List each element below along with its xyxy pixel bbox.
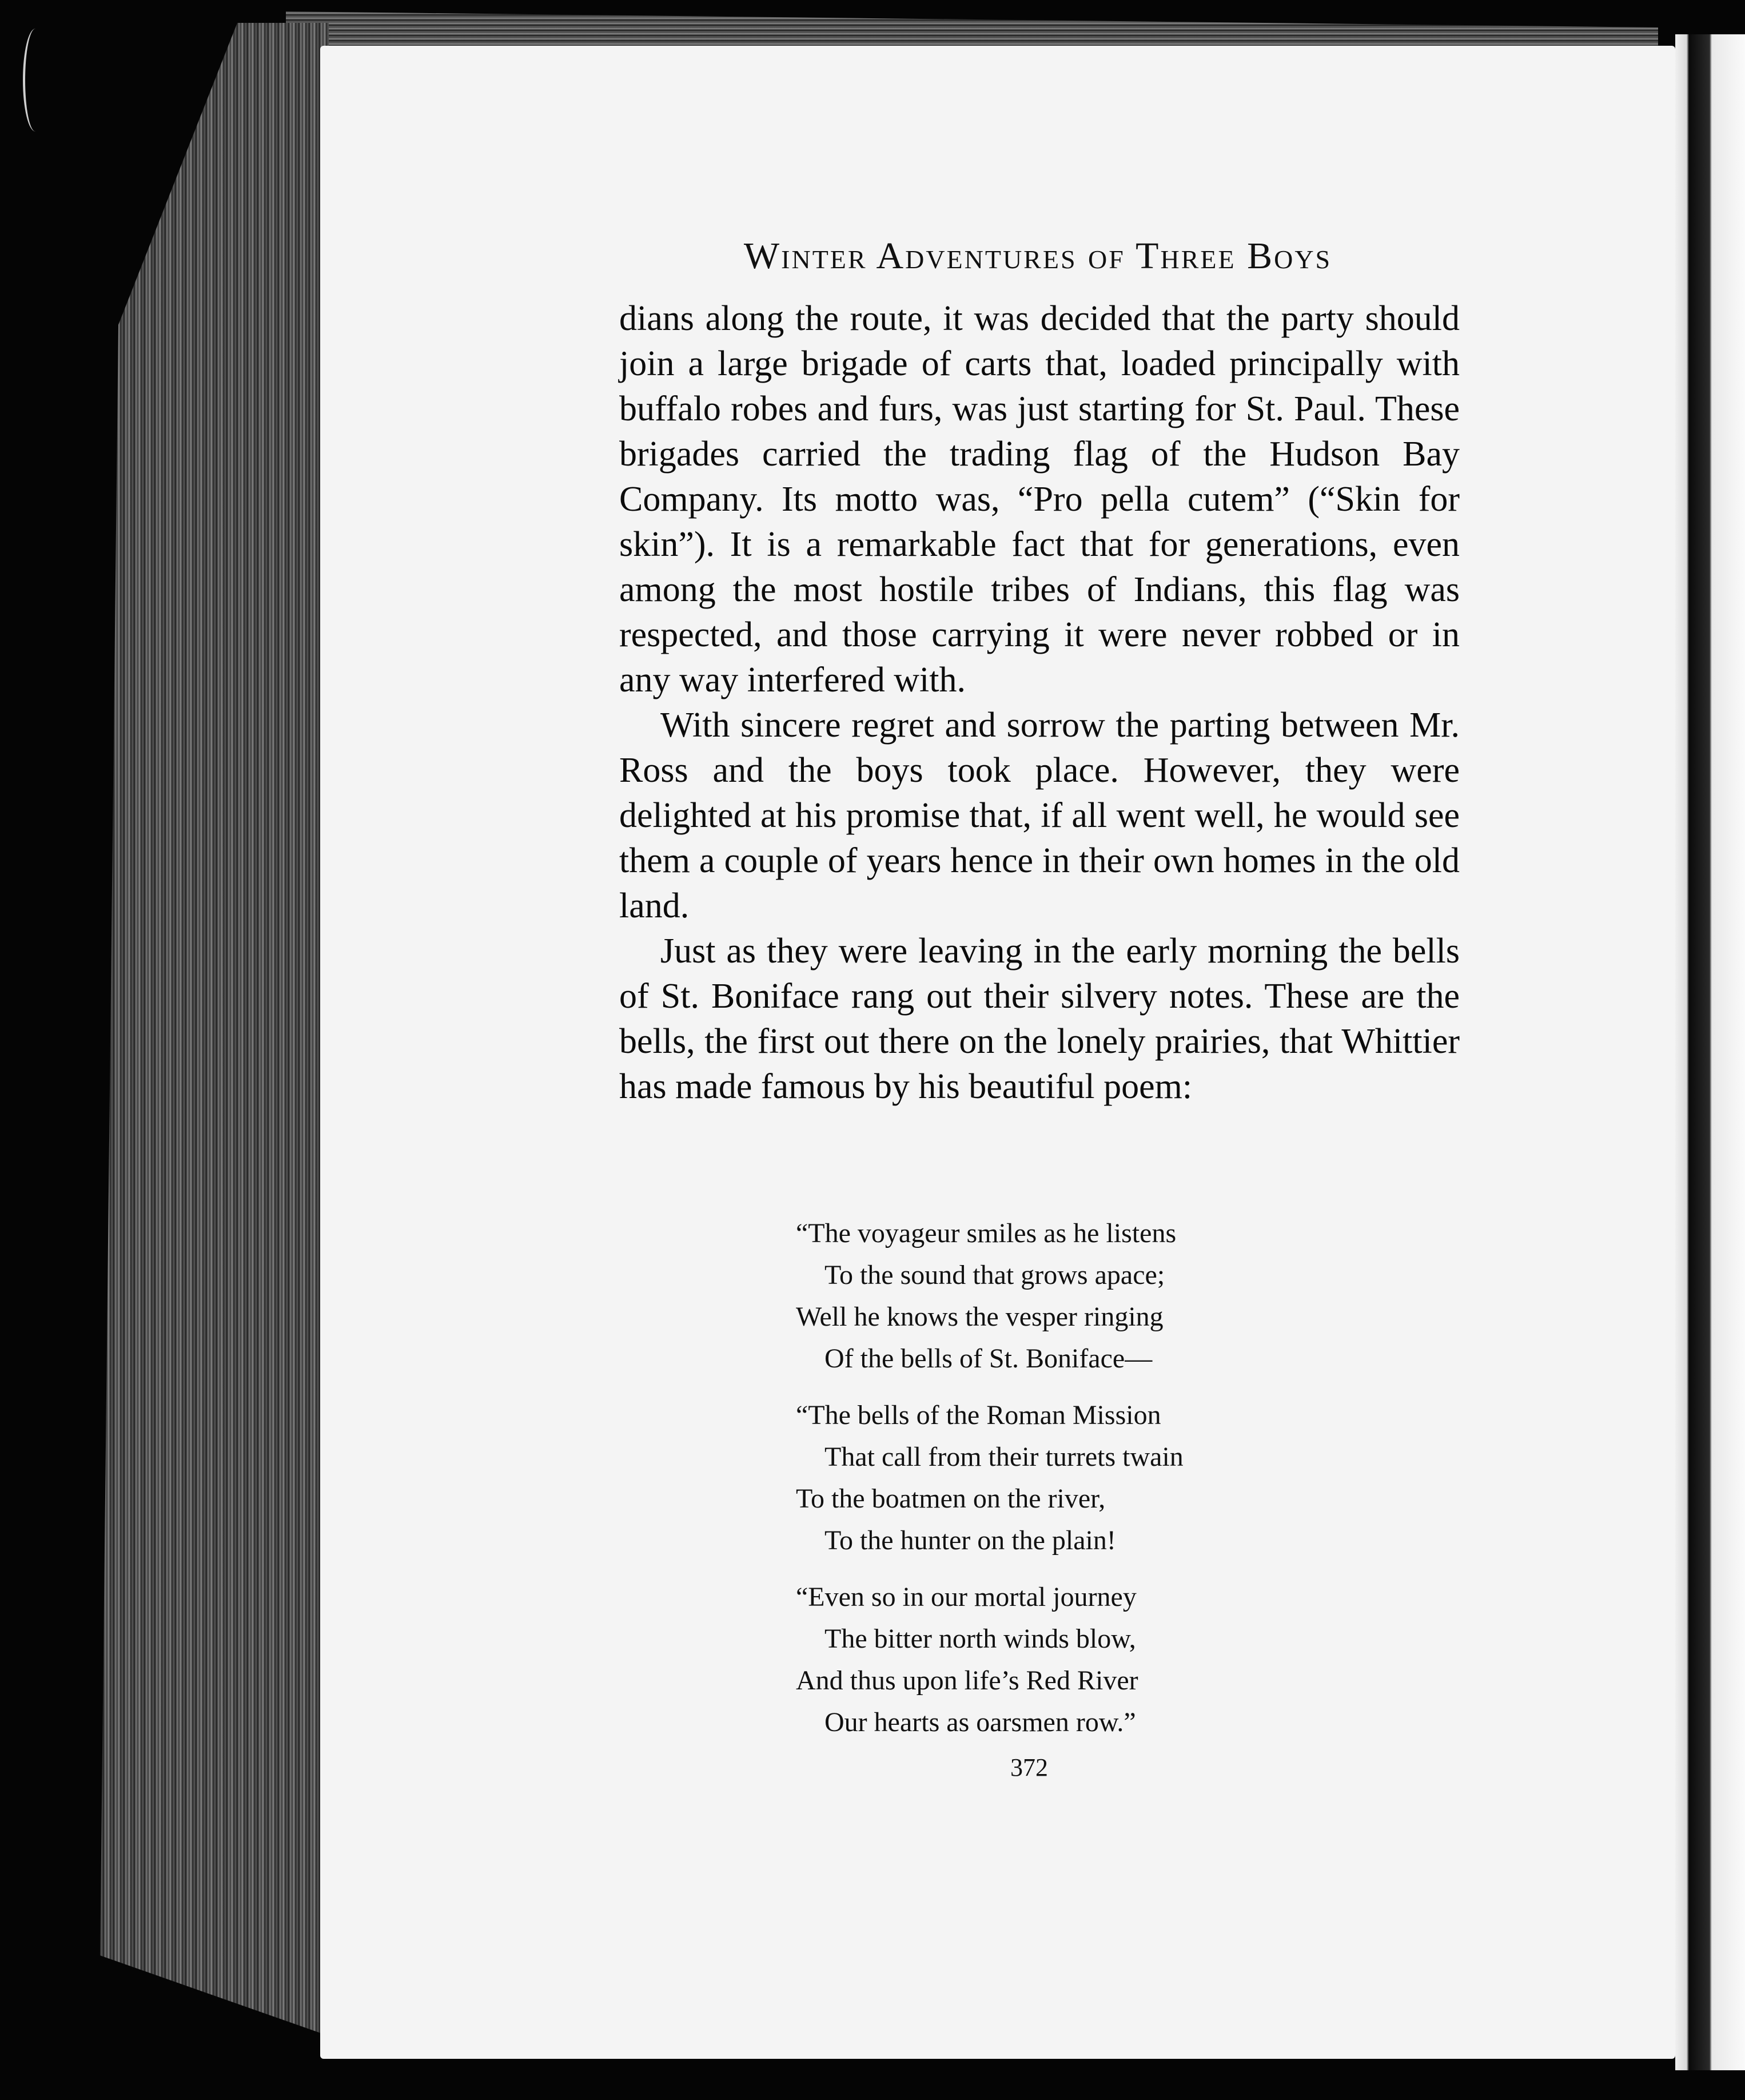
poem-line: Of the bells of St. Boniface— [824, 1343, 1153, 1374]
poem-stanza-1 [796, 1212, 1310, 1379]
paragraph-3: Just as they were leaving in the early morning the bells of St. Boniface rang out their silvery notes. These are the bells, the first out there on the lonely prairies, that Whittier has made famous by his beautiful poem: [619, 932, 1460, 1106]
poem-line: The bitter north winds blow, [824, 1624, 1136, 1654]
poem-line: That call from their turrets twain [824, 1442, 1184, 1472]
page-number: 372 [1010, 1753, 1048, 1781]
poem-stanza-2 [796, 1394, 1310, 1561]
facing-page-edge [1675, 34, 1745, 2070]
running-header: Winter Adventures of Three Boys [743, 235, 1332, 277]
poem-line: Our hearts as oarsmen row.” [824, 1707, 1136, 1737]
poem-line: To the hunter on the plain! [824, 1525, 1116, 1556]
poem-line: Well he knows the vesper ringing [796, 1302, 1164, 1332]
paragraph-1: dians along the route, it was decided that the party should join a large brigade of carts that, loaded principally with buffalo robes and furs, was just starting for St. Paul. These brigades carried the trading flag of the Hudson Bay Company. Its motto was, “Pro pella cutem” (“Skin for skin”). It is a remarkable fact that for generations, even among the most hostile tribes of Indians, this flag was respected, and those carrying it were never robbed or in any way interfered with. [619, 299, 1460, 699]
poem [796, 1212, 1310, 1758]
paragraph-2: With sincere regret and sorrow the parting between Mr. Ross and the boys took place. However, they were delighted at his promise that, if all went well, he would see them a couple of years hence in their own homes in the old land. [619, 706, 1460, 925]
body-text [619, 296, 1460, 1109]
poem-line: And thus upon life’s Red River [796, 1665, 1138, 1696]
poem-line: To the sound that grows apace; [824, 1260, 1165, 1290]
film-scratch [23, 29, 48, 132]
book-page-edges [100, 23, 329, 2036]
poem-line: “The voyageur smiles as he listens [796, 1218, 1177, 1248]
poem-line: “Even so in our mortal journey [796, 1582, 1137, 1612]
poem-stanza-3 [796, 1576, 1310, 1743]
poem-line: To the boatmen on the river, [796, 1483, 1106, 1514]
poem-line: “The bells of the Roman Mission [796, 1400, 1161, 1430]
